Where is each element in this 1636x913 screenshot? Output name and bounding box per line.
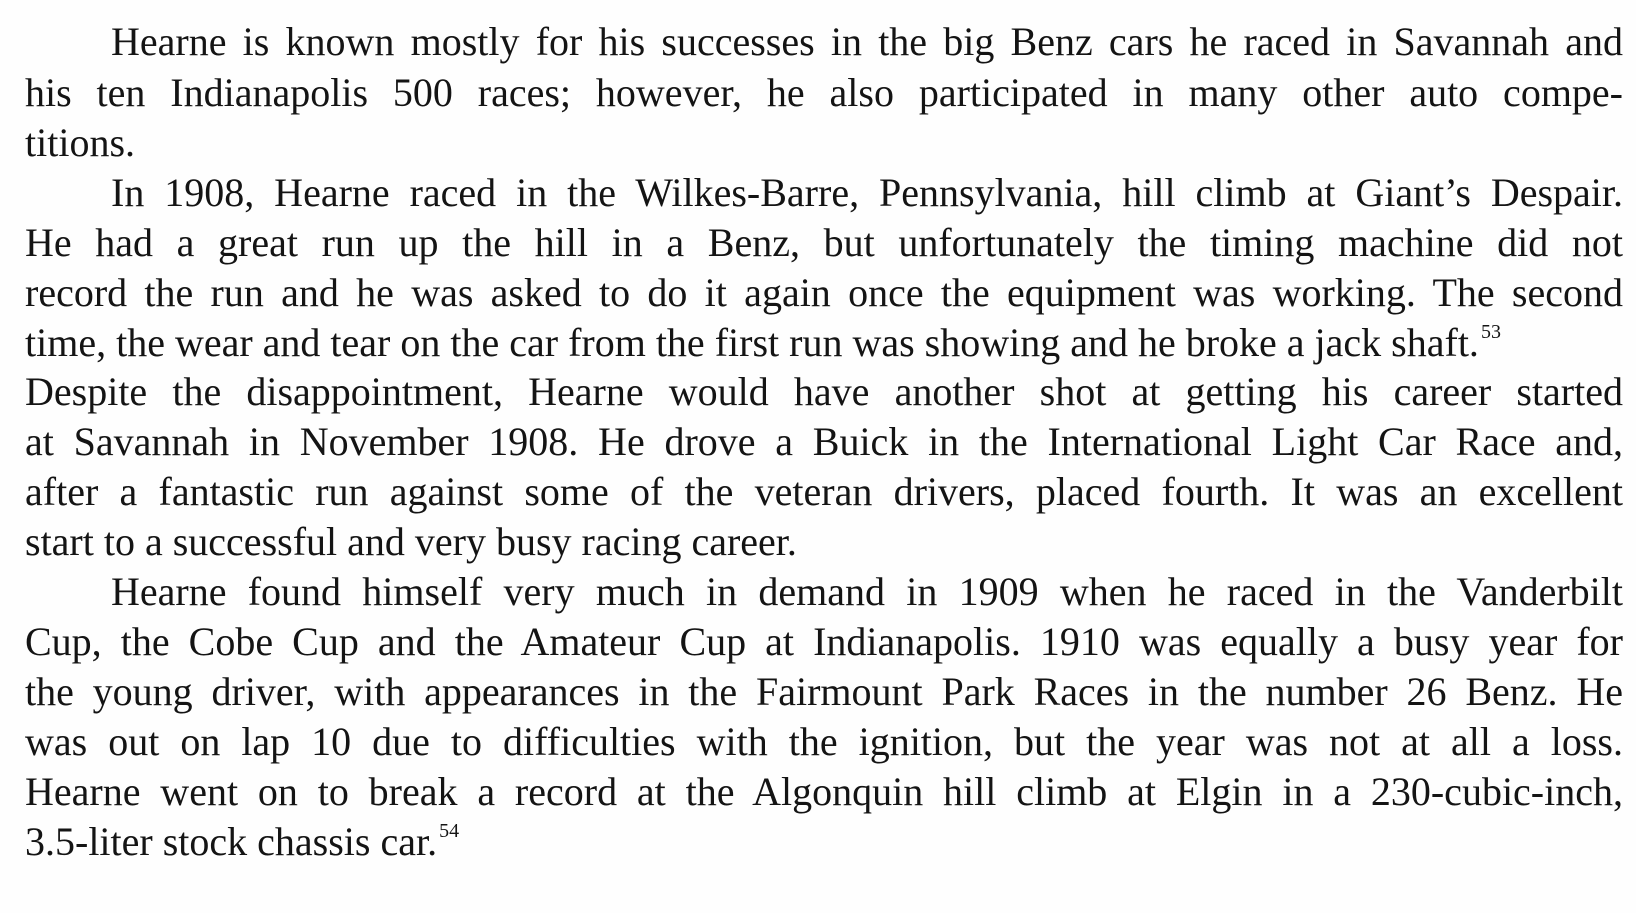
- paragraph-3-line-6-text: 3.5-liter stock chassis car.: [25, 819, 438, 864]
- paragraph-3-line-2: Cup, the Cobe Cup and the Amateur Cup at Indianapolis. 1910 was equally a busy year for: [25, 619, 1623, 664]
- paragraph-2-line-6: at Savannah in November 1908. He drove a Buick in the International Light Car Race and,: [25, 419, 1623, 464]
- paragraph-1-line-2: his ten Indianapolis 500 races; however, he also participated in many other auto compe-: [25, 70, 1623, 115]
- paragraph-2-line-4: [25, 317, 1635, 369]
- paragraph-3-line-4: was out on lap 10 due to difficulties with the ignition, but the year was not at all a loss.: [25, 719, 1623, 764]
- paragraph-2-line-4-text: time, the wear and tear on the car from the first run was showing and he broke a jack shaft.: [25, 320, 1479, 365]
- paragraph-2-line-1: In 1908, Hearne raced in the Wilkes-Barre, Pennsylvania, hill climb at Giant’s Despair.: [111, 170, 1623, 215]
- footnote-ref-53: 53: [1480, 320, 1501, 343]
- paragraph-2-line-7: after a fantastic run against some of the veteran drivers, placed fourth. It was an excellent: [25, 469, 1623, 514]
- paragraph-2-line-3: record the run and he was asked to do it again once the equipment was working. The second: [25, 270, 1623, 315]
- paragraph-2-line-8: start to a successful and very busy racing career.: [25, 519, 797, 564]
- paragraph-3-line-6: [25, 816, 1623, 868]
- paragraph-3-line-3: the young driver, with appearances in the Fairmount Park Races in the number 26 Benz. He: [25, 669, 1623, 714]
- paragraph-3-line-1: Hearne found himself very much in demand in 1909 when he raced in the Vanderbilt: [111, 569, 1623, 614]
- paragraph-2-line-2: He had a great run up the hill in a Benz, but unfortunately the timing machine did not: [25, 220, 1623, 265]
- footnote-ref-54: 54: [439, 819, 460, 842]
- paragraph-2-line-5: Despite the disappointment, Hearne would have another shot at getting his career started: [25, 369, 1623, 414]
- paragraph-1-line-1: Hearne is known mostly for his successes in the big Benz cars he raced in Savannah and: [111, 19, 1623, 64]
- paragraph-3-line-5: Hearne went on to break a record at the Algonquin hill climb at Elgin in a 230-cubic-inch,: [25, 769, 1623, 814]
- paragraph-1-line-3: titions.: [25, 120, 136, 165]
